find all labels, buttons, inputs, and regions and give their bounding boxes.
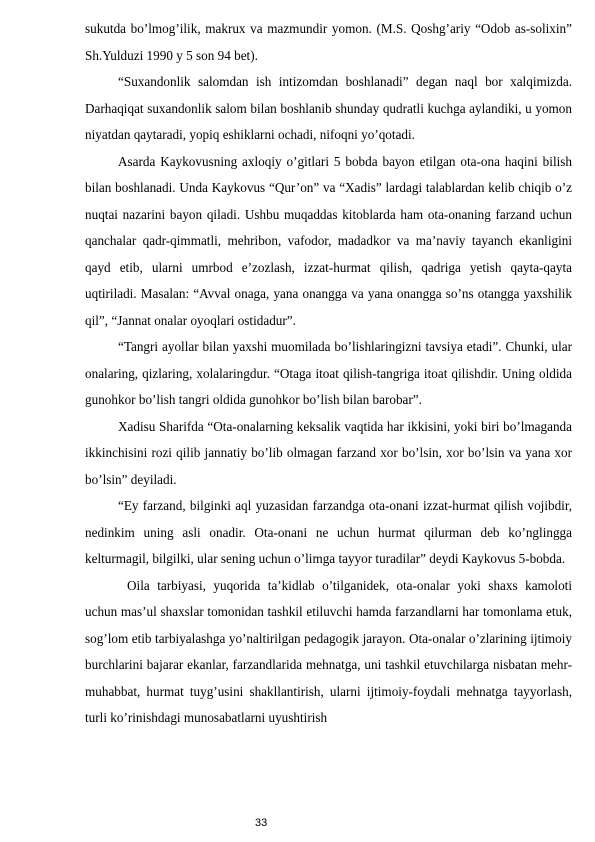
paragraph-suxandonlik: “Suxandonlik salomdan ish intizomdan boshlanadi” degan naql bor xalqimizda. Darhaqiqat suxandonlik salom bilan boshlanib shunday qudratli kuchga aylandiki, u yomon niyatdan qaytaradi, yopiq eshiklarni ochadi, nifoqni yo’qotadi. bbox=[85, 74, 572, 142]
paragraph-continuation: sukutda bo’lmog’ilik, makrux va mazmundir yomon. (M.S. Qoshg’ariy “Odob as-solixin” Sh.Yulduzi 1990 y 5 son 94 bet). bbox=[85, 21, 572, 63]
paragraph-ey-farzand: “Ey farzand, bilginki aql yuzasidan farzandga ota-onani izzat-hurmat qilish vojibdir, nedinkim uning asli onadir. Ota-onani ne uchun hurmat qilurman deb ko’nglingga kelturmagil, bilgilki, ular sening uchun o’limga tayyor turadilar” deydi Kaykovus 5-bobda. bbox=[85, 498, 572, 566]
page-number: 33 bbox=[255, 817, 268, 829]
paragraph-tangri: “Tangri ayollar bilan yaxshi muomilada bo’lishlaringizni tavsiya etadi”. Chunki, ular onalaring, qizlaring, xolalaringdur. “Otaga itoat qilish-tangriga itoat qilishdir. Uning oldida gunohkor bo’lish tangri oldida gunohkor bo’lish bilan barobar”. bbox=[85, 339, 572, 407]
document-page bbox=[85, 16, 572, 732]
paragraph-xadisu-sharif: Xadisu Sharifda “Ota-onalarning keksalik vaqtida har ikkisini, yoki biri bo’lmaganda ikkinchisini rozi qilib jannatiy bo’lib olmagan farzand xor bo’lsin, xor bo’lsin va yana xor bo’lsin” deyiladi. bbox=[85, 418, 572, 487]
paragraph-oila-tarbiyasi: Oila tarbiyasi, yuqorida ta’kidlab o’tilganidek, ota-onalar yoki shaxs kamoloti uchun mas’ul shaxslar tomonidan tashkil etiluvchi hamda farzandlarni har tomonlama etuk, sog’lom etib tarbiyalashga yo’naltirilgan pedagogik jarayon. Ota-onalar o’zlarining ijtimoiy burchlarini bajarar ekanlar, farzandlarida mehnatga, uni tashkil etuvchilarga nisbatan mehr-muhabbat, hurmat tuyg’usini shakllantirish, ularni ijtimoiy-foydali mehnatga tayyorlash, turli ko’rinishdagi munosabatlarni uyushtirish bbox=[85, 577, 572, 725]
paragraph-kaykovus: Asarda Kaykovusning axloqiy o’gitlari 5 bobda bayon etilgan ota-ona haqini bilish bilan boshlanadi. Unda Kaykovus “Qur’on” va “Xadis” lardagi talablardan kelib chiqib o’z nuqtai nazarini bayon qiladi. Ushbu muqaddas kitoblarda ham ota-onaning farzand uchun qanchalar qadr-qimmatli, mehribon, vafodor, madadkor va ma’naviy tayanch ekanligini qayd etib, ularni umrbod e’zozlash, izzat-hurmat qilish, qadriga yetish qayta-qayta uqtiriladi. Masalan: “Avval onaga, yana onangga va yana onangga so’ns otangga yaxshilik qil”, “Jannat onalar oyoqlari ostidadur”. bbox=[85, 153, 572, 328]
